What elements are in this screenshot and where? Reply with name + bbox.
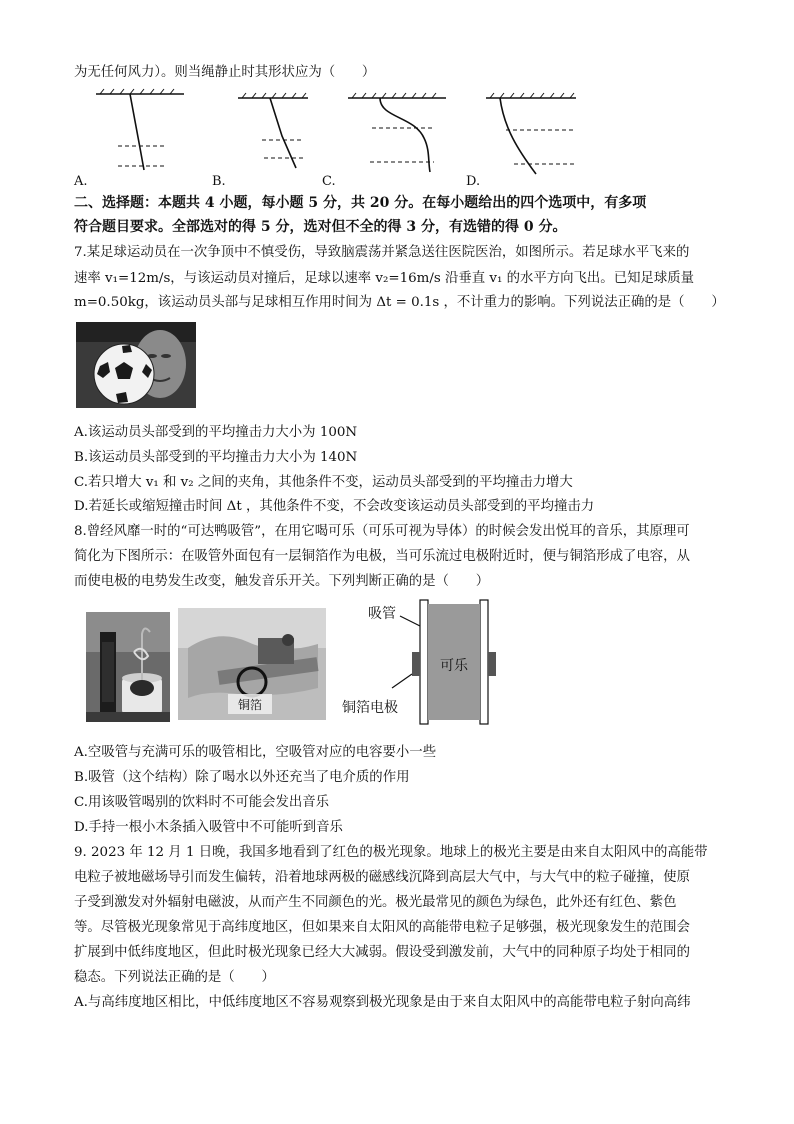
q6-option-a: A. — [74, 174, 88, 189]
q9-stem-line3: 子受到激发对外辐射电磁波，从而产生不同颜色的光。极光最常见的颜色为绿色，此外还有红色、紫色 — [74, 895, 677, 910]
q8-option-c: C.用该吸管喝别的饮料时不可能会发出音乐 — [74, 795, 330, 810]
electrode-label: 铜箔电极 — [342, 700, 398, 716]
rope-figures — [74, 88, 754, 188]
q9-option-a: A.与高纬度地区相比，中低纬度地区不容易观察到极光现象是由于来自太阳风中的高能带电粒子射向高纬 — [74, 995, 691, 1010]
q8-stem-line3: 而使电极的电势发生改变，触发音乐开关。下列判断正确的是（ ） — [74, 574, 490, 589]
q9-stem-line6: 稳态。下列说法正确的是（ ） — [74, 970, 275, 985]
rope-diagrams — [74, 88, 754, 188]
q6-option-c: C. — [322, 174, 336, 189]
q8-option-a: A.空吸管与充满可乐的吸管相比，空吸管对应的电容要小一些 — [74, 745, 437, 760]
football-photo-image — [76, 322, 196, 408]
duck-straw-photo — [86, 612, 170, 722]
q8-option-d: D.手持一根小木条插入吸管中不可能听到音乐 — [74, 820, 343, 835]
q8-option-b: B.吸管（这个结构）除了喝水以外还充当了电介质的作用 — [74, 770, 410, 785]
q7-stem-line3: m=0.50kg，该运动员头部与足球相互作用时间为 Δt = 0.1s ，不计重力的影响。下列说法正确的是（ ） — [74, 295, 725, 310]
q7-option-d: D.若延长或缩短撞击时间 Δt ，其他条件不变，不会改变该运动员头部受到的平均撞击力 — [74, 499, 595, 514]
football-photo — [76, 322, 196, 408]
q6-option-d: D. — [466, 174, 481, 189]
straw-capacitor-diagram — [340, 596, 520, 728]
duck-straw-photo-image — [86, 612, 170, 722]
q9-stem-line1: 9. 2023 年 12 月 1 日晚，我国多地看到了红色的极光现象。地球上的极光主要是由来自太阳风中的高能带 — [74, 845, 708, 860]
copper-foil-photo-image — [178, 608, 326, 720]
q7-option-c: C.若只增大 v₁ 和 v₂ 之间的夹角，其他条件不变，运动员头部受到的平均撞击力增大 — [74, 475, 573, 490]
q8-stem-line2: 简化为下图所示：在吸管外面包有一层铜箔作为电极，当可乐流过电极附近时，便与铜箔形成了电容，从 — [74, 549, 690, 564]
straw-capacitor-schematic — [340, 596, 520, 728]
q9-stem-line5: 扩展到中低纬度地区，但此时极光现象已经大大减弱。假设受到激发前，大气中的同种原子均处于相同的 — [74, 945, 690, 960]
q7-stem-line1: 7.某足球运动员在一次争顶中不慎受伤，导致脑震荡并紧急送往医院医治，如图所示。若足球水平飞来的 — [74, 245, 690, 260]
q6-option-b: B. — [212, 174, 226, 189]
copper-foil-label: 铜箔 — [237, 698, 263, 712]
copper-foil-photo — [178, 608, 326, 720]
q8-stem-line1: 8.曾经风靡一时的“可达鸭吸管”，在用它喝可乐（可乐可视为导体）的时候会发出悦耳的音乐，其原理可 — [74, 524, 690, 539]
cola-label: 可乐 — [440, 658, 468, 674]
section2-heading-line2: 符合题目要求。全部选对的得 5 分，选对但不全的得 3 分，有选错的得 0 分。 — [74, 219, 567, 235]
q7-option-a: A.该运动员头部受到的平均撞击力大小为 100N — [74, 425, 358, 440]
section2-heading-line1: 二、选择题：本题共 4 小题，每小题 5 分，共 20 分。在每小题给出的四个选项中，有多项 — [74, 195, 647, 211]
q9-stem-line4: 等。尽管极光现象常见于高纬度地区，但如果来自太阳风的高能带电粒子足够强，极光现象发生的范围会 — [74, 920, 690, 935]
straw-label: 吸管 — [368, 606, 396, 622]
question-6-stem-tail: 为无任何风力）。则当绳静止时其形状应为（ ） — [74, 65, 376, 80]
q7-stem-line2: 速率 v₁=12m/s，与该运动员对撞后，足球以速率 v₂=16m/s 沿垂直 v₁ 的水平方向飞出。已知足球质量 — [74, 271, 695, 286]
q9-stem-line2: 电粒子被地磁场导引而发生偏转，沿着地球两极的磁感线沉降到高层大气中，与大气中的粒子碰撞，使原 — [74, 870, 690, 885]
q7-option-b: B.该运动员头部受到的平均撞击力大小为 140N — [74, 450, 358, 465]
